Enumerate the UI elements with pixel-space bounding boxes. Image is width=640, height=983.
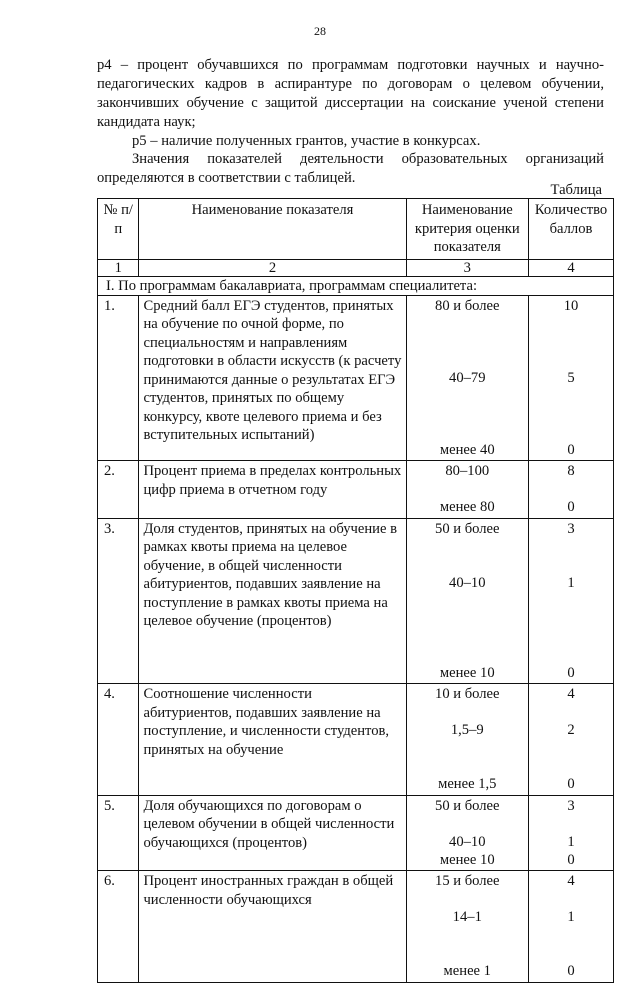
index-cell: 2 [139,259,406,276]
score-value: 4 [567,686,575,702]
score-value: 10 [563,297,579,314]
criterion-value: 1,5–9 [450,722,484,738]
indicator-name: Доля обучающихся по договорам о целевом обучении в общей численности обучающихся (процентов) [139,795,406,871]
criterion-value: менее 40 [439,441,495,458]
paragraph-p4: р4 – процент обучавшихся по программам подготовки научных и научно-педагогических кадров в аспирантуре по договорам о целевом обучении, закончивших обучение с защитой диссертации на соискание ученой степени кандидата наук; [97,57,604,130]
table-caption: Таблица [550,182,602,198]
table-row [98,461,614,519]
table-row [98,871,614,983]
criterion-value: 80 и более [435,297,500,314]
criterion-value: менее 10 [439,851,495,868]
criterion-value: 80–100 [445,463,490,479]
row-number: 2. [98,461,139,519]
score-value: 0 [567,776,575,792]
index-cell: 1 [98,259,139,276]
paragraph-intro: Значения показателей деятельности образовательных организаций определяются в соответствии с таблицей. [97,151,604,186]
indicator-name: Соотношение численности абитуриентов, подавших заявление на поступление, и численности студентов, принятых на обучение [139,684,406,796]
indicator-name: Средний балл ЕГЭ студентов, принятых на обучение по очной форме, по специальностям и направлениям подготовки в области искусств (к расчету принимаются данные о результатах ЕГЭ студентов, принятых по общему конкурсу, квоте целевого приема и без вступительных испытаний) [139,295,406,461]
criterion-value: менее 1,5 [438,776,497,792]
row-number: 4. [98,684,139,796]
score-value: 4 [567,873,575,889]
score-value: 5 [567,369,575,386]
criterion-value: 10 и более [435,686,500,702]
indicators-table [97,198,614,983]
score-value: 3 [567,520,575,537]
section-row [98,276,614,295]
table-row [98,795,614,871]
score-value: 0 [567,963,575,979]
score-value: 1 [567,574,575,591]
header-number: № п/п [98,199,139,260]
index-cell: 3 [406,259,528,276]
criterion-value: менее 10 [439,664,495,681]
table-row [98,684,614,796]
score-value: 0 [567,499,575,515]
score-value: 0 [567,664,575,681]
row-number: 6. [98,871,139,983]
index-cell: 4 [528,259,613,276]
criterion-value: 40–10 [449,833,486,850]
header-criterion: Наименование критерия оценки показателя [406,199,528,260]
criterion-value: 40–79 [449,369,486,386]
row-number: 3. [98,518,139,684]
criterion-value: 40–10 [449,574,486,591]
score-value: 1 [567,909,575,925]
score-value: 2 [567,722,575,738]
table-row [98,518,614,684]
score-value: 0 [567,441,575,458]
criterion-value: 50 и более [435,797,500,814]
page-number: 28 [314,24,326,38]
score-value: 1 [567,833,575,850]
score-value: 8 [567,463,575,479]
row-number: 5. [98,795,139,871]
table-header-row [98,199,614,260]
row-number: 1. [98,295,139,461]
indicator-name: Процент иностранных граждан в общей численности обучающихся [139,871,406,983]
table-row [98,295,614,461]
score-value: 3 [567,797,575,814]
criterion-value: 15 и более [435,873,500,889]
paragraph-p5: р5 – наличие полученных грантов, участие в конкурсах. [132,133,481,149]
score-value: 0 [567,851,575,868]
header-indicator-name: Наименование показателя [139,199,406,260]
criterion-value: менее 1 [443,963,491,979]
criterion-value: 14–1 [452,909,482,925]
header-score: Количество баллов [528,199,613,260]
table-index-row [98,259,614,276]
criterion-value: менее 80 [439,499,495,515]
criterion-value: 50 и более [435,520,500,537]
section-title: I. По программам бакалавриата, программам специалитета: [98,276,614,295]
indicator-name: Процент приема в пределах контрольных цифр приема в отчетном году [139,461,406,519]
indicator-name: Доля студентов, принятых на обучение в рамках квоты приема на целевое обучение, в общей численности абитуриентов, подавших заявление на поступление в рамках квоты приема на целевое обучение (процентов) [139,518,406,684]
